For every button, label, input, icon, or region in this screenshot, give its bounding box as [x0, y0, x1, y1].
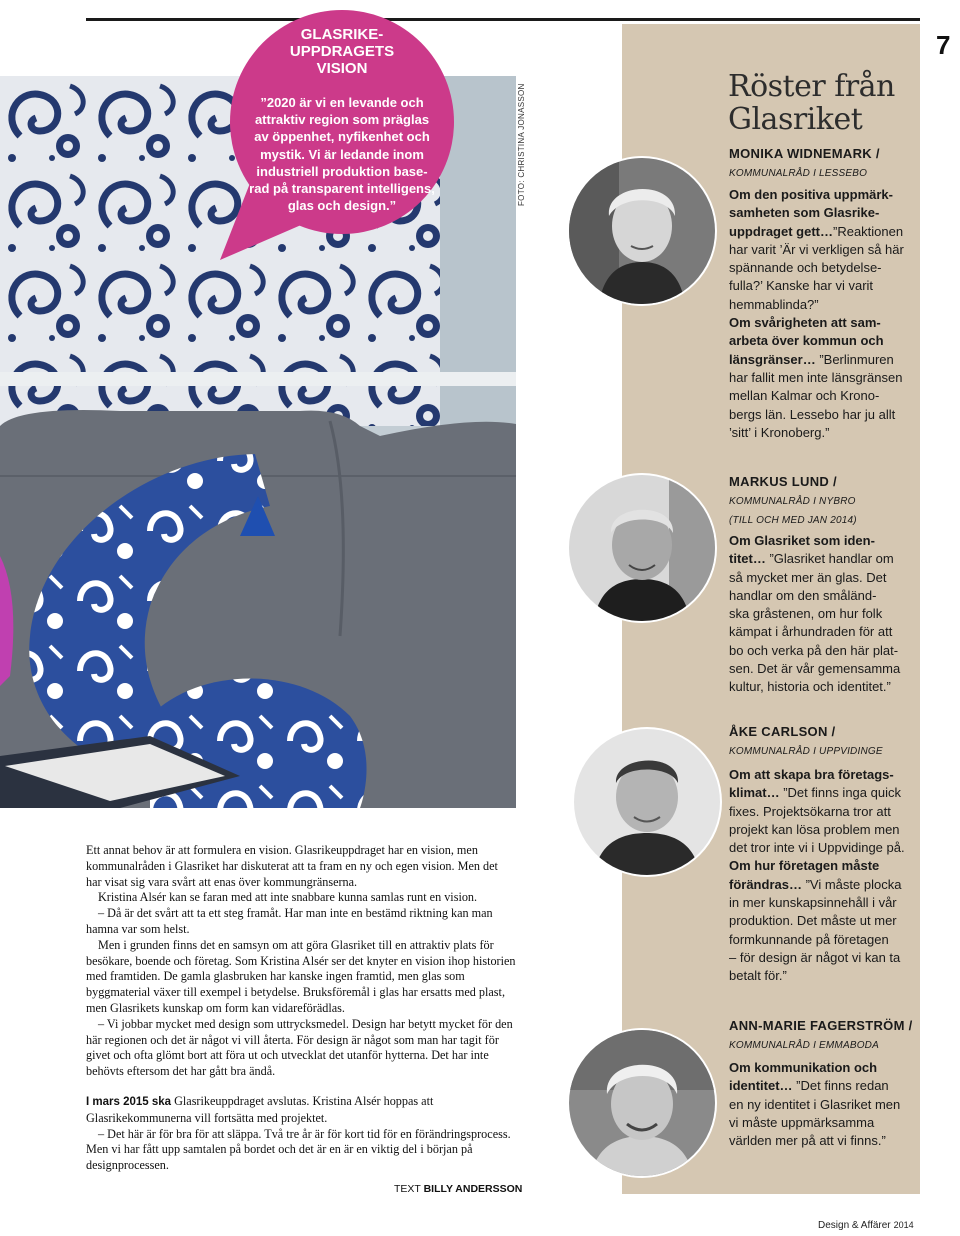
bubble-line: mystik. Vi är ledande inom: [260, 146, 424, 162]
bubble-line: industriell produktion base-: [256, 163, 428, 179]
article-paragraph: Men i grunden finns det en samsyn om att göra Glasriket till en attraktiv plats för besökare, boende och företag. Som Kristina Alsér ser det knyter en vision ihop historien med framtiden. De gamla glasbruken har kanske ingen framtid, men glas som byggmaterial växer till exempel i betydelse. Bruksföremål i glas har ersatts med plast, men Glasrikets kunskap om form kan vidareförädlas.: [86, 937, 516, 1015]
quote-line: sen. Det är vår gemensamma: [729, 661, 901, 677]
byline-author: BILLY ANDERSSON: [423, 1183, 523, 1195]
person-role-note: (TILL OCH MED JAN 2014): [729, 515, 857, 526]
quote-line: har varit ’Är vi verkligen så här: [729, 241, 904, 257]
person-name: MARKUS LUND /: [729, 474, 837, 489]
quote-line: hemmablinda?”: [729, 296, 819, 312]
quote-line: ska gråstenen, om hur folk: [729, 606, 883, 622]
quote-line: fixes. Projektsökarna tror att: [729, 803, 891, 819]
quote-line: det tror inte vi i Uppvidinge på.: [729, 840, 905, 856]
quote-line: kämpat i århundraden för att: [729, 624, 893, 640]
quote-line: uppdraget gett…”Reaktionen: [729, 223, 904, 239]
person-quote: [729, 186, 909, 442]
photo-credit: [515, 76, 531, 206]
bubble-line: av öppenhet, nyfikenhet och: [254, 129, 430, 145]
article-paragraph: Kristina Alsér kan se faran med att inte snabbare kunna samlas runt en vision.: [98, 890, 478, 905]
article-body: [86, 843, 516, 1174]
quote-line: har fallit men inte länsgränsen: [729, 369, 903, 385]
page-number: 7: [936, 30, 951, 60]
bubble-title-line: GLASRIKE-: [300, 26, 384, 43]
photo-credit-text: FOTO: CHRISTINA JONASSON: [517, 83, 526, 206]
portrait-ann-marie-fagerstrom: [569, 1030, 715, 1176]
page-footer: [818, 1220, 914, 1231]
footer-year: 2014: [893, 1220, 914, 1230]
sidebar-title: [728, 70, 918, 136]
quote-line: Om kommunikation och: [729, 1060, 878, 1075]
quote-line: – för design är något vi kan ta: [729, 949, 901, 965]
person-quote: [729, 532, 909, 697]
quote-line: arbeta över kommun och: [729, 333, 884, 349]
bubble-title: [232, 26, 452, 77]
quote-line: Om hur företagen måste: [729, 858, 880, 874]
quote-line: Om Glasriket som iden-: [729, 533, 875, 548]
bubble-line: rad på transparent intelligens,: [249, 181, 435, 197]
person-role: KOMMUNALRÅD I NYBRO: [729, 496, 856, 507]
article-paragraph: [86, 1094, 516, 1127]
bubble-title-line: VISION: [316, 60, 368, 77]
quote-line: handlar om den småländ-: [729, 587, 877, 603]
quote-line: ’sitt’ i Kronoberg.”: [729, 424, 830, 440]
portrait-ake-carlson: [574, 729, 720, 875]
article-paragraph: – Då är det svårt att ta ett steg framåt. Har man inte en bestämd riktning kan man hamna var som helst.: [86, 906, 493, 936]
article-paragraph: – Vi jobbar mycket med design som uttrycksmedel. Design har betytt mycket för den här regionen och det är något vi vill återta. För design är något som man har tagit för givet och ofta glömt bort att föra ut och utvecklat det utanför hytterna. Det har inte behövts eftersom det har gått bra ändå.: [86, 1016, 513, 1079]
bubble-title-line: UPPDRAGETS: [289, 43, 395, 60]
person-name: MONIKA WIDNEMARK /: [729, 146, 880, 161]
quote-line: spännande och betydelse-: [729, 260, 882, 276]
byline-prefix: TEXT: [394, 1183, 421, 1195]
quote-line: titet… ”Glasriket handlar om: [729, 551, 894, 567]
quote-line: förändras… ”Vi måste plocka: [729, 876, 902, 892]
person-role: KOMMUNALRÅD I EMMABODA: [729, 1040, 879, 1051]
quote-line: produktion. Det måste ut mer: [729, 913, 897, 929]
person-role: KOMMUNALRÅD I UPPVIDINGE: [729, 746, 883, 757]
quote-line: vi måste uppmärksamma: [729, 1114, 875, 1130]
quote-line: så mycket mer än glas. Det: [729, 569, 887, 585]
sidebar-title-line: Glasriket: [728, 102, 863, 137]
quote-line: Om svårigheten att sam-: [729, 315, 881, 331]
quote-line: bergs län. Lessebo har ju allt: [729, 406, 896, 422]
person-name: ANN-MARIE FAGERSTRÖM /: [729, 1018, 913, 1033]
article-paragraph: – Det här är för bra för att släppa. Två tre år är för kort tid för en förändringsprocess. Men vi har fått upp samtalen på bordet och det är en är en viktig del i början på designprocessen.: [86, 1126, 511, 1173]
quote-line: mellan Kalmar och Krono-: [729, 388, 880, 404]
article-lead-in: I mars 2015 ska: [86, 1095, 172, 1108]
portrait-illustration: [569, 475, 715, 621]
person-name: ÅKE CARLSON /: [729, 724, 836, 739]
portrait-markus-lund: [569, 475, 715, 621]
quote-line: Om att skapa bra företags-: [729, 767, 894, 782]
bubble-vision-quote: [232, 94, 452, 214]
portrait-illustration: [574, 729, 720, 875]
person-role: KOMMUNALRÅD I LESSEBO: [729, 168, 868, 179]
quote-line: en ny identitet i Glasriket men: [729, 1096, 901, 1112]
quote-line: identitet… ”Det finns redan: [729, 1078, 889, 1094]
portrait-illustration: [569, 158, 715, 304]
article-paragraph-text: Glasrikeuppdraget avslutas. Kristina Alsér hoppas att Glasrikekommunerna vill fortsätta med projektet.: [86, 1093, 434, 1125]
quote-line: formkunnande på företagen: [729, 931, 889, 947]
bubble-line: attraktiv region som präglas: [254, 112, 430, 128]
quote-line: bo och verka på den här plat-: [729, 642, 899, 658]
portrait-monika-widnemark: [569, 158, 715, 304]
bubble-line: glas och design.”: [287, 198, 397, 214]
quote-line: samheten som Glasrike-: [729, 205, 880, 221]
portrait-illustration: [569, 1030, 715, 1176]
quote-line: kultur, historia och identitet.”: [729, 679, 891, 695]
sidebar-title-line: Röster från: [728, 69, 895, 104]
quote-line: in mer kunskapsinnehåll i vår: [729, 895, 897, 911]
quote-line: betalt för.”: [729, 968, 787, 984]
quote-line: Om den positiva uppmärk-: [729, 187, 893, 202]
byline: [394, 1183, 522, 1195]
article-paragraph: Ett annat behov är att formulera en vision. Glasrikeuppdraget har en vision, men kommunalråden i Glasriket har diskuterat att ta fram en ny och egen vision. Men det har visat sig vara svårt att enas över kommungränserna.: [86, 843, 498, 889]
footer-publication: Design & Affärer: [818, 1220, 891, 1231]
quote-line: klimat… ”Det finns inga quick: [729, 785, 901, 801]
person-quote: [729, 1059, 909, 1150]
person-quote: [729, 766, 909, 986]
quote-line: fulla?’ Kanske har vi varit: [729, 278, 874, 294]
quote-line: världen mer på att vi finns.”: [729, 1133, 886, 1149]
quote-line: länsgränser… ”Berlinmuren: [729, 351, 894, 367]
quote-line: projekt kan lösa problem men: [729, 821, 900, 837]
bubble-line: ”2020 är vi en levande och: [260, 95, 424, 110]
